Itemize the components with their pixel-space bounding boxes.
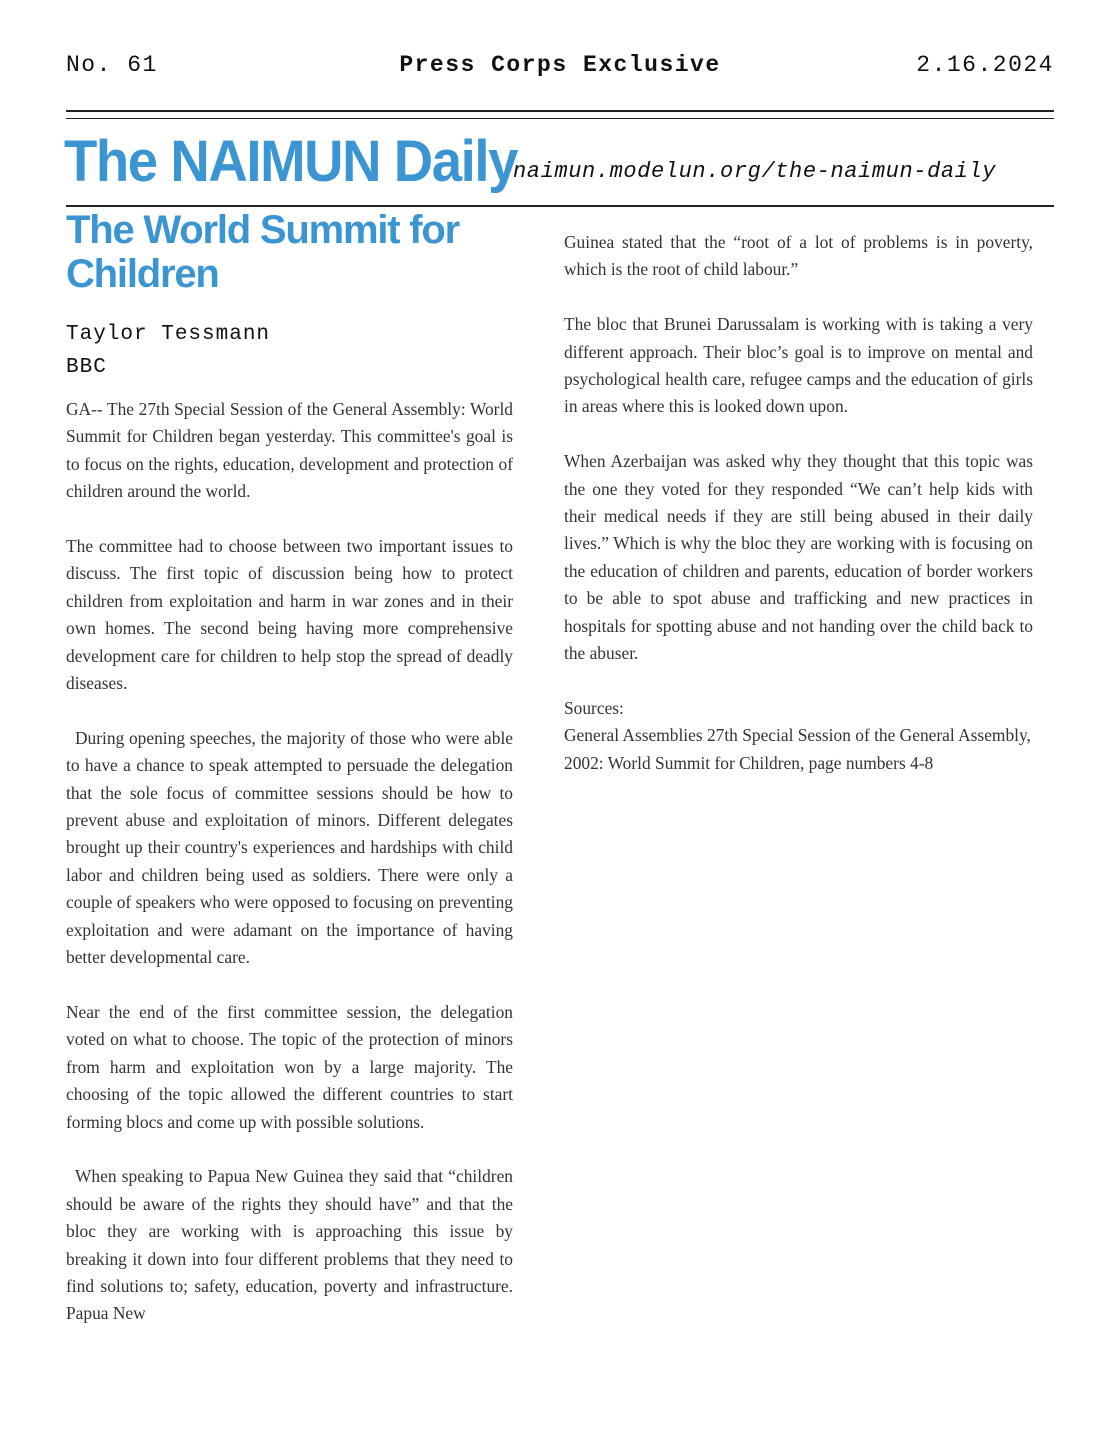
paragraph: Guinea stated that the “root of a lot of problems is in poverty, which is the root of child labour.”	[564, 232, 1033, 280]
paragraph: The bloc that Brunei Darussalam is working with is taking a very different approach. Their bloc’s goal is to improve on mental and psychological health care, refugee camps and the education of girls in areas where this is looked down upon.	[564, 314, 1033, 417]
article-headline: The World Summit for Children	[66, 208, 460, 296]
author-name: Taylor Tessmann	[66, 323, 271, 346]
paragraph: Near the end of the first committee session, the delegation voted on what to choose. The topic of the protection of minors from harm and exploitation won by a large majority. The choosing of the topic allowed the different countries to start forming blocs and come up with possible solutions.	[66, 1001, 513, 1132]
sources-label: Sources:	[564, 697, 624, 718]
sources-section	[564, 695, 1033, 777]
paragraph: When Azerbaijan was asked why they thought that this topic was the one they voted for they responded “We can’t help kids with their medical needs if they are still being abused in their daily lives.” Which is why the bloc they are working with is focusing on the education of children and parents, education of border workers to be able to spot abuse and trafficking and new practices in hospitals for spotting abuse and not handing over the child back to the abuser.	[564, 451, 1033, 664]
section-label: Press Corps Exclusive	[399, 52, 721, 78]
masthead-divider-bottom	[66, 205, 1054, 207]
paragraph: When speaking to Papua New Guinea they said that “children should be aware of the rights they should have” and that the bloc they are working with is approaching this issue by breaking it down into four different problems that they need to find solutions to; safety, education, poverty and infrastructure. Papua New	[66, 1166, 513, 1324]
article-column-left	[66, 396, 513, 1355]
paragraph: GA-- The 27th Special Session of the General Assembly: World Summit for Children began yesterday. This committee's goal is to focus on the rights, education, development and protection of children around the world.	[66, 399, 513, 502]
news-outlet: BBC	[66, 356, 107, 379]
paper-url: naimun.modelun.org/the-naimun-daily	[513, 159, 997, 184]
sources-text: General Assemblies 27th Special Session of the General Assembly, 2002: World Summit for Children, page numbers 4-8	[564, 725, 1031, 773]
article-column-right	[564, 229, 1033, 777]
issue-date: 2.16.2024	[916, 52, 1054, 78]
masthead-divider-second	[66, 118, 1054, 119]
paper-name: The NAIMUN Daily	[64, 129, 518, 194]
paragraph: The committee had to choose between two important issues to discuss. The first topic of discussion being how to protect children from exploitation and harm in war zones and in their own homes. The second being having more comprehensive development care for children to help stop the spread of deadly diseases.	[66, 536, 513, 694]
masthead-top-line	[66, 52, 1054, 82]
paragraph: During opening speeches, the majority of those who were able to have a chance to speak attempted to persuade the delegation that the sole focus of committee sessions should be how to prevent abuse and exploitation of minors. Different delegates brought up their country's experiences and hardships with child labor and children being used as soldiers. There were only a couple of speakers who were opposed to focusing on preventing exploitation and were adamant on the importance of having better developmental care.	[66, 727, 513, 968]
issue-number: No. 61	[66, 52, 158, 78]
masthead-divider-top	[66, 110, 1054, 112]
